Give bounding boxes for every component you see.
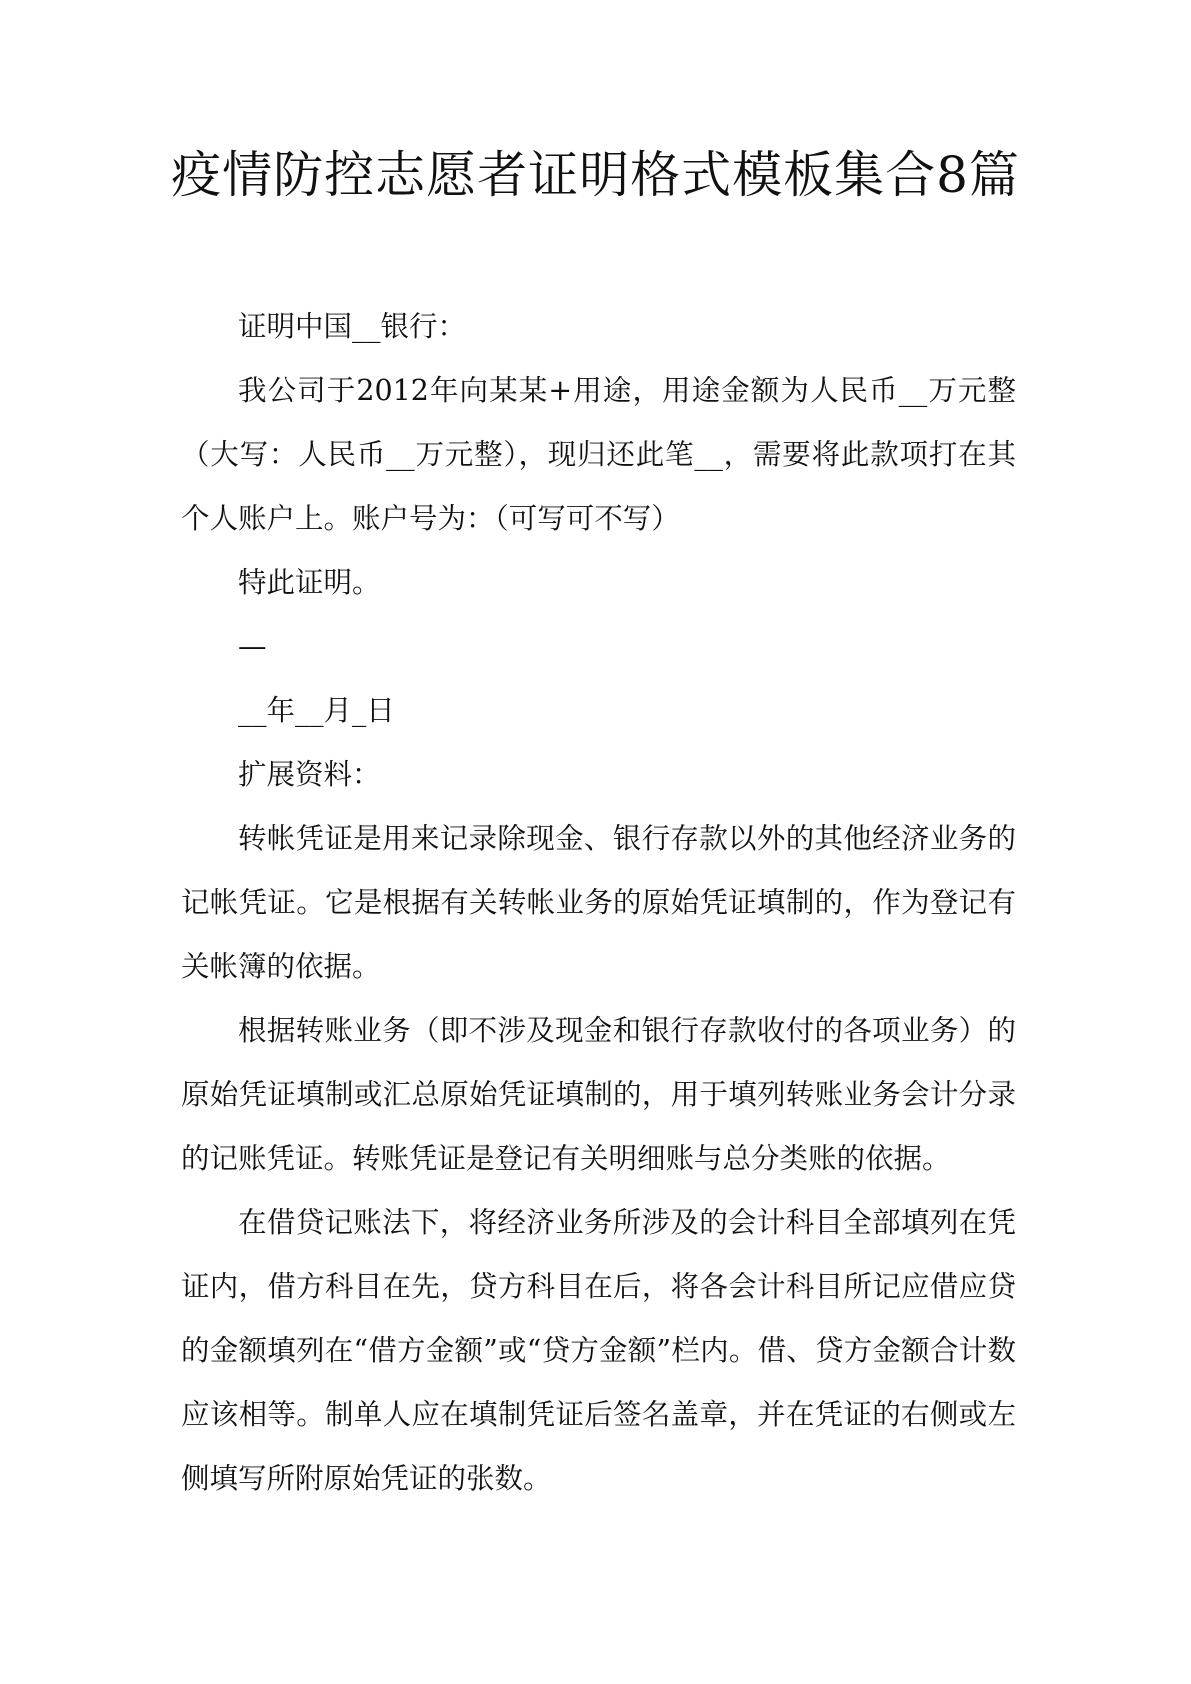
closing-text: 特此证明。 bbox=[238, 566, 381, 599]
extension-heading: 扩展资料： bbox=[238, 758, 381, 791]
paragraph-debit-credit: 在借贷记账法下，将经济业务所涉及的会计科目全部填列在凭证内，借方科目在先，贷方科目在后，将各会计科目所记应借应贷的金额填列在“借方金额”或“贷方金额”栏内。借、贷方金额合计数应该相等。制单人应在填制凭证后签名盖章，并在凭证的右侧或左侧填写所附原始凭证的张数。 bbox=[181, 1206, 1016, 1495]
document-body bbox=[181, 295, 1016, 1511]
date-line: __年__月_日 bbox=[238, 694, 395, 727]
signature-line: — bbox=[238, 630, 267, 663]
salutation: 证明中国__银行： bbox=[238, 310, 467, 343]
paragraph-transfer-voucher: 转帐凭证是用来记录除现金、银行存款以外的其他经济业务的记帐凭证。它是根据有关转帐业务的原始凭证填制的，作为登记有关帐簿的依据。 bbox=[181, 822, 1016, 983]
paragraph-transfer-business: 根据转账业务（即不涉及现金和银行存款收付的各项业务）的原始凭证填制或汇总原始凭证填制的，用于填列转账业务会计分录的记账凭证。转账凭证是登记有关明细账与总分类账的依据。 bbox=[181, 1014, 1016, 1175]
document-title: 疫情防控志愿者证明格式模板集合8篇 bbox=[171, 146, 1020, 204]
paragraph-repayment: 我公司于2012年向某某+用途，用途金额为人民币__万元整（大写：人民币__万元整），现归还此笔__，需要将此款项打在其个人账户上。账户号为：（可写可不写） bbox=[181, 374, 1016, 535]
